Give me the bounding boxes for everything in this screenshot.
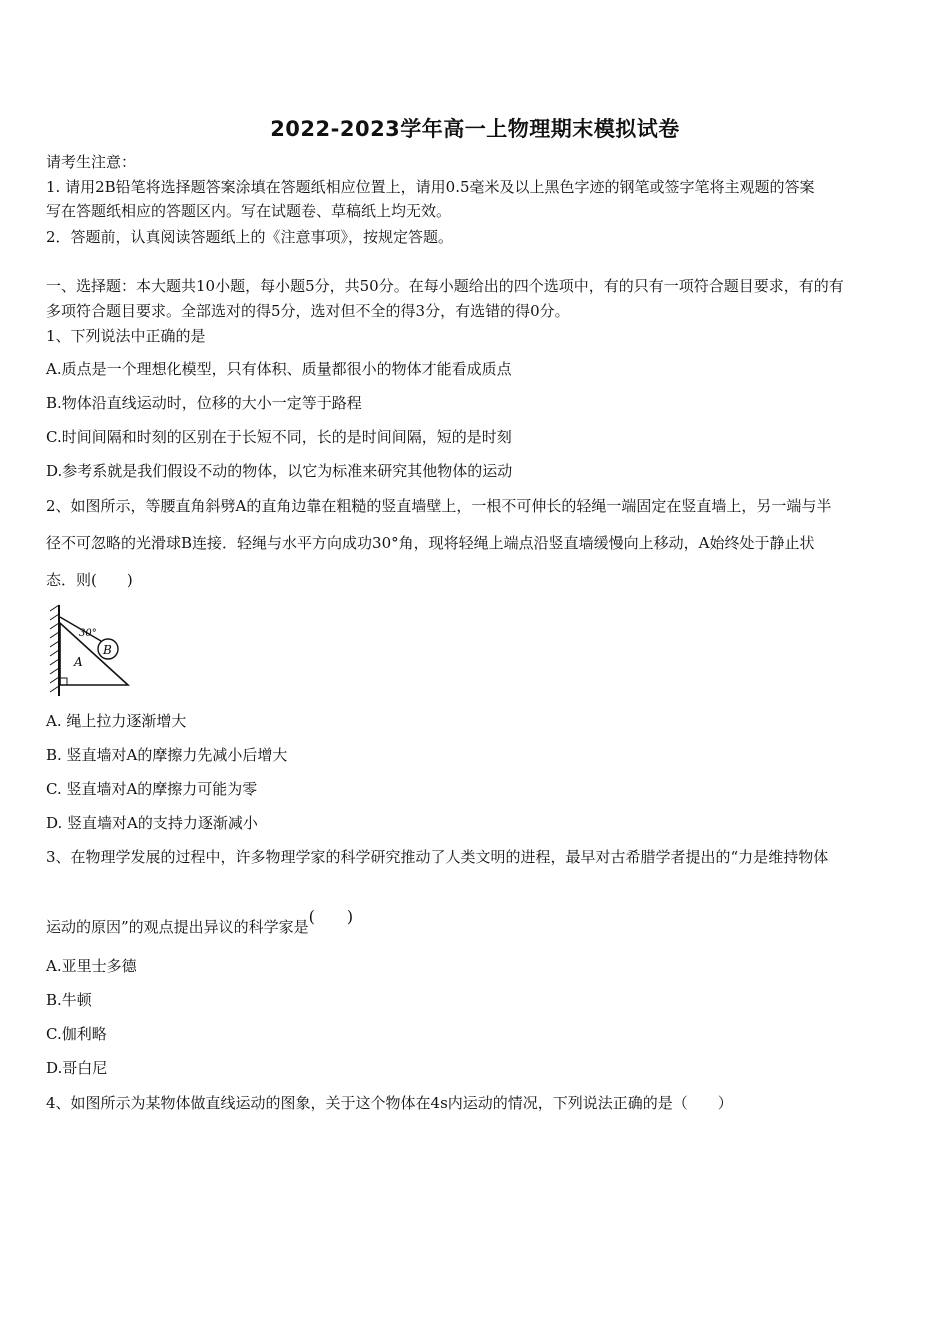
wedge-label: A (74, 655, 83, 669)
question-2-option-b: B. 竖直墙对A的摩擦力先减小后增大 (46, 746, 288, 764)
question-1-option-d: D.参考系就是我们假设不动的物体，以它为标准来研究其他物体的运动 (46, 462, 513, 480)
question-3-stem-line-1: 3、在物理学发展的过程中，许多物理学家的科学研究推动了人类文明的进程，最早对古希腊学者提出的“力是维持物体 (46, 848, 829, 866)
question-3-option-a: A.亚里士多德 (46, 957, 137, 975)
page-title: 2022-2023学年高一上物理期末模拟试卷 (270, 117, 680, 141)
question-2-option-a: A. 绳上拉力逐渐增大 (46, 712, 187, 730)
question-3-option-d: D.哥白尼 (46, 1059, 108, 1077)
question-1-option-a: A.质点是一个理想化模型，只有体积、质量都很小的物体才能看成质点 (46, 360, 512, 378)
notice-item-2: 2．答题前，认真阅读答题纸上的《注意事项》，按规定答题。 (46, 228, 454, 246)
wedge-ball-figure (46, 603, 136, 698)
question-3-answer-parens: ( ) (308, 907, 354, 926)
question-2-option-c: C. 竖直墙对A的摩擦力可能为零 (46, 780, 258, 798)
notice-item-1-line-2: 写在答题纸相应的答题区内。写在试题卷、草稿纸上均无效。 (46, 202, 452, 220)
question-3-stem-text: 运动的原因”的观点提出异议的科学家是 (46, 918, 309, 936)
question-3-stem-line-2 (46, 905, 910, 939)
question-1-stem: 1、下列说法中正确的是 (46, 327, 206, 345)
notice-heading: 请考生注意： (46, 153, 137, 171)
angle-label: 30° (79, 628, 97, 639)
section-1-intro-line-1: 一、选择题：本大题共10小题，每小题5分，共50分。在每小题给出的四个选项中，有的只有一项符合题目要求，有的有 (46, 277, 844, 295)
question-4-stem: 4、如图所示为某物体做直线运动的图象，关于这个物体在4s内运动的情况，下列说法正确的是（ ） (46, 1094, 733, 1112)
question-1-option-c: C.时间间隔和时刻的区别在于长短不同，长的是时间间隔，短的是时刻 (46, 428, 512, 446)
right-angle-mark (60, 678, 67, 685)
question-2-stem-line-3: 态．则( ) (46, 571, 133, 589)
notice-item-1-line-1: 1. 请用2B铅笔将选择题答案涂填在答题纸相应位置上，请用0.5毫米及以上黑色字迹的钢笔或签字笔将主观题的答案 (46, 178, 815, 196)
question-2-stem-line-2: 径不可忽略的光滑球B连接．轻绳与水平方向成功30°角，现将轻绳上端点沿竖直墙缓慢向上移动，A始终处于静止状 (46, 534, 815, 552)
wall-hatching (50, 605, 59, 692)
question-3-option-b: B.牛顿 (46, 991, 92, 1009)
question-2-option-d: D. 竖直墙对A的支持力逐渐减小 (46, 814, 258, 832)
question-2-stem-line-1: 2、如图所示，等腰直角斜劈A的直角边靠在粗糙的竖直墙壁上，一根不可伸长的轻绳一端固定在竖直墙上，另一端与半 (46, 497, 832, 515)
ball-label: B (103, 643, 112, 657)
question-3-option-c: C.伽利略 (46, 1025, 107, 1043)
question-1-option-b: B.物体沿直线运动时，位移的大小一定等于路程 (46, 394, 362, 412)
section-1-intro-line-2: 多项符合题目要求。全部选对的得5分，选对但不全的得3分，有选错的得0分。 (46, 302, 570, 320)
